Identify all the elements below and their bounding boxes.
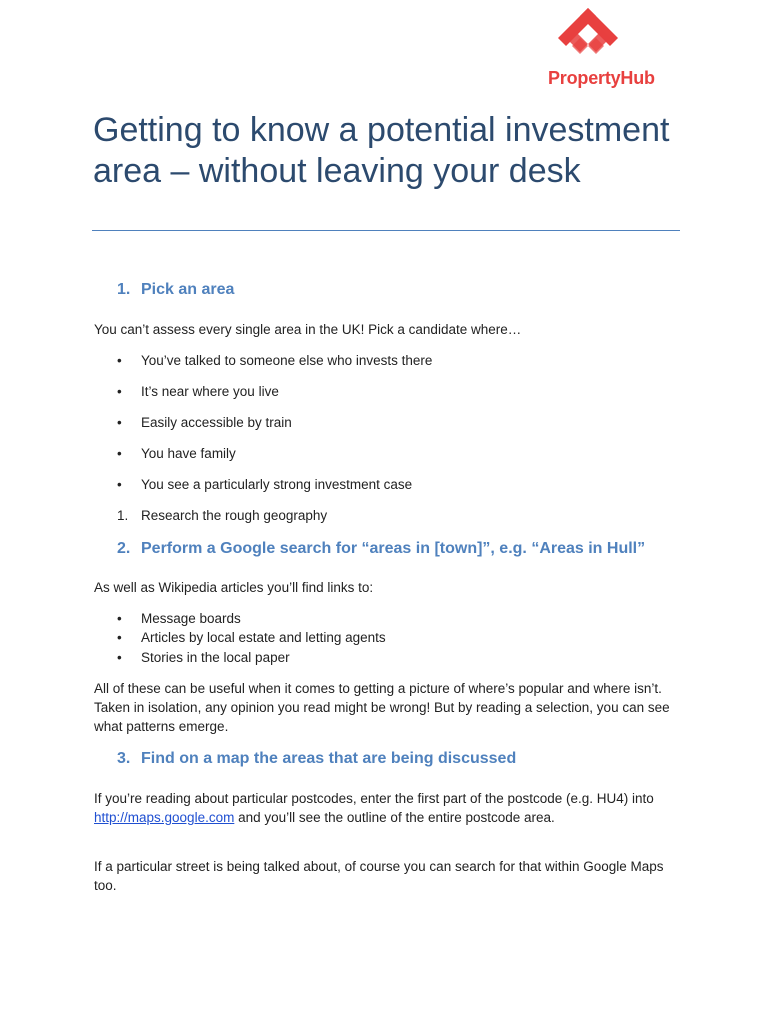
title-divider (92, 230, 680, 231)
numbered-item: 1. Research the rough geography (117, 508, 328, 523)
list-item: • You see a particularly strong investment case (117, 477, 413, 492)
list-item: • Stories in the local paper (117, 650, 290, 665)
propertyhub-logo (548, 8, 678, 90)
list-item: • You have family (117, 446, 236, 461)
section-2-paragraph: All of these can be useful when it comes to getting a picture of where’s popular and where isn’t. Taken in isolation, any opinion you read might be wrong! But by reading a selection, you can see what patterns emerge. (94, 681, 670, 734)
section-2-intro: As well as Wikipedia articles you’ll find links to: (94, 580, 374, 595)
section-1-intro: You can’t assess every single area in the UK! Pick a candidate where… (94, 322, 522, 337)
section-1-heading: 1. Pick an area (117, 281, 235, 298)
roof-logo-icon (556, 8, 626, 62)
list-item: • You’ve talked to someone else who invests there (117, 353, 433, 368)
section-3-heading: 3. Find on a map the areas that are being discussed (117, 750, 517, 767)
section-3-paragraph-1: If you’re reading about particular postcodes, enter the first part of the postcode (e.g. HU4) into http://maps.google.com and you’ll see the outline of the entire postcode area. (94, 791, 654, 825)
page-title: Getting to know a potential investment area – without leaving your desk (93, 111, 670, 190)
brand-name: PropertyHub (548, 68, 655, 88)
section-3-paragraph-2: If a particular street is being talked about, of course you can search for that within Google Maps too. (94, 859, 664, 893)
list-item: • Easily accessible by train (117, 415, 292, 430)
list-item: • Message boards (117, 611, 241, 626)
list-item: • Articles by local estate and letting agents (117, 630, 386, 645)
google-maps-link[interactable]: http://maps.google.com (94, 810, 235, 825)
list-item: • It’s near where you live (117, 384, 279, 399)
section-2-heading: 2. Perform a Google search for “areas in [town]”, e.g. “Areas in Hull” (117, 540, 646, 557)
